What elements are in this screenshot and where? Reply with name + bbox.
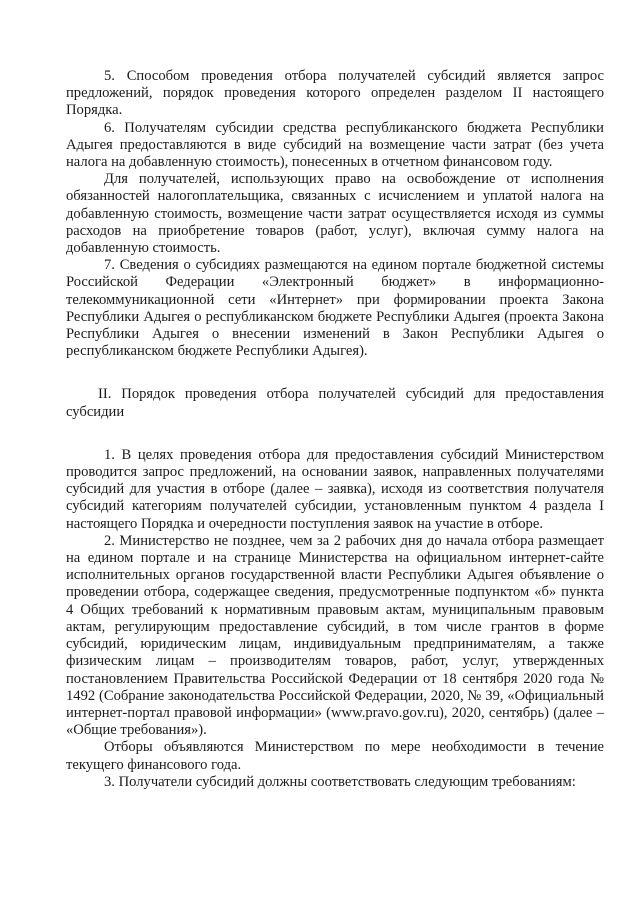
paragraph-vat-exempt-recipients: Для получателей, использующих право на освобождение от исполнения обязанностей налогоплательщика, связанных с исчислением и уплатой налога на добавленную стоимость, возмещение части затрат осуществляется исходя из суммы расходов на приобретение товаров (работ, услуг), включая сумму налога на добавленную стоимость. — [66, 171, 604, 257]
paragraph-ii-1-proposal-request: 1. В целях проведения отбора для предоставления субсидий Министерством проводится запрос предложений, на основании заявок, направленных получателями субсидий для участия в отборе (далее – заявка), исходя из соответствия получателя субсидий категориям получателей субсидии, установленным пунктом 4 раздела I настоящего Порядка и очередности поступления заявок на участие в отборе. — [66, 446, 604, 532]
document-page — [66, 68, 604, 791]
paragraph-5-selection-method: 5. Способом проведения отбора получателей субсидий является запрос предложений, порядок проведения которого определен разделом II настоящего Порядка. — [66, 68, 604, 119]
section-title-ii: II. Порядок проведения отбора получателей субсидий для предоставления субсидии — [66, 386, 604, 420]
paragraph-6-subsidy-funds: 6. Получателям субсидии средства республиканского бюджета Республики Адыгея предоставляются в виде субсидий на возмещение части затрат (без учета налога на добавленную стоимость), понесенных в отчетном финансовом году. — [66, 119, 604, 171]
paragraph-7-subsidy-info: 7. Сведения о субсидиях размещаются на едином портале бюджетной системы Российской Федерации «Электронный бюджет» в информационно-телекоммуникационной сети «Интернет» при формировании проекта Закона Республики Адыгея о республиканском бюджете Республики Адыгея (проекта Закона Республики Адыгея о внесении изменений в Закон Республики Адыгея о республиканском бюджете Республики Адыгея). — [66, 257, 604, 360]
paragraph-ii-2-announcement: 2. Министерство не позднее, чем за 2 рабочих дня до начала отбора размещает на едином портале и на странице Министерства на официальном интернет-сайте исполнительных органов государственной власти Республики Адыгея объявление о проведении отбора, содержащее сведения, предусмотренные подпунктом «б» пункта 4 Общих требований к нормативным правовым актам, муниципальным правовым актам, регулирующим предоставление субсидий, в том числе грантов в форме субсидий, юридическим лицам, индивидуальным предпринимателям, а также физическим лицам – производителям товаров, работ, услуг, утвержденных постановлением Правительства Российской Федерации от 18 сентября 2020 года № 1492 (Собрание законодательства Российской Федерации, 2020, № 39, «Официальный интернет-портал правовой информации» (www.pravo.gov.ru), 2020, сентябрь) (далее – «Общие требования»). — [66, 532, 604, 739]
paragraph-ii-3-requirements: 3. Получатели субсидий должны соответствовать следующим требованиям: — [104, 773, 576, 790]
paragraph-selection-frequency: Отборы объявляются Министерством по мере необходимости в течение текущего финансового года. — [66, 739, 604, 773]
